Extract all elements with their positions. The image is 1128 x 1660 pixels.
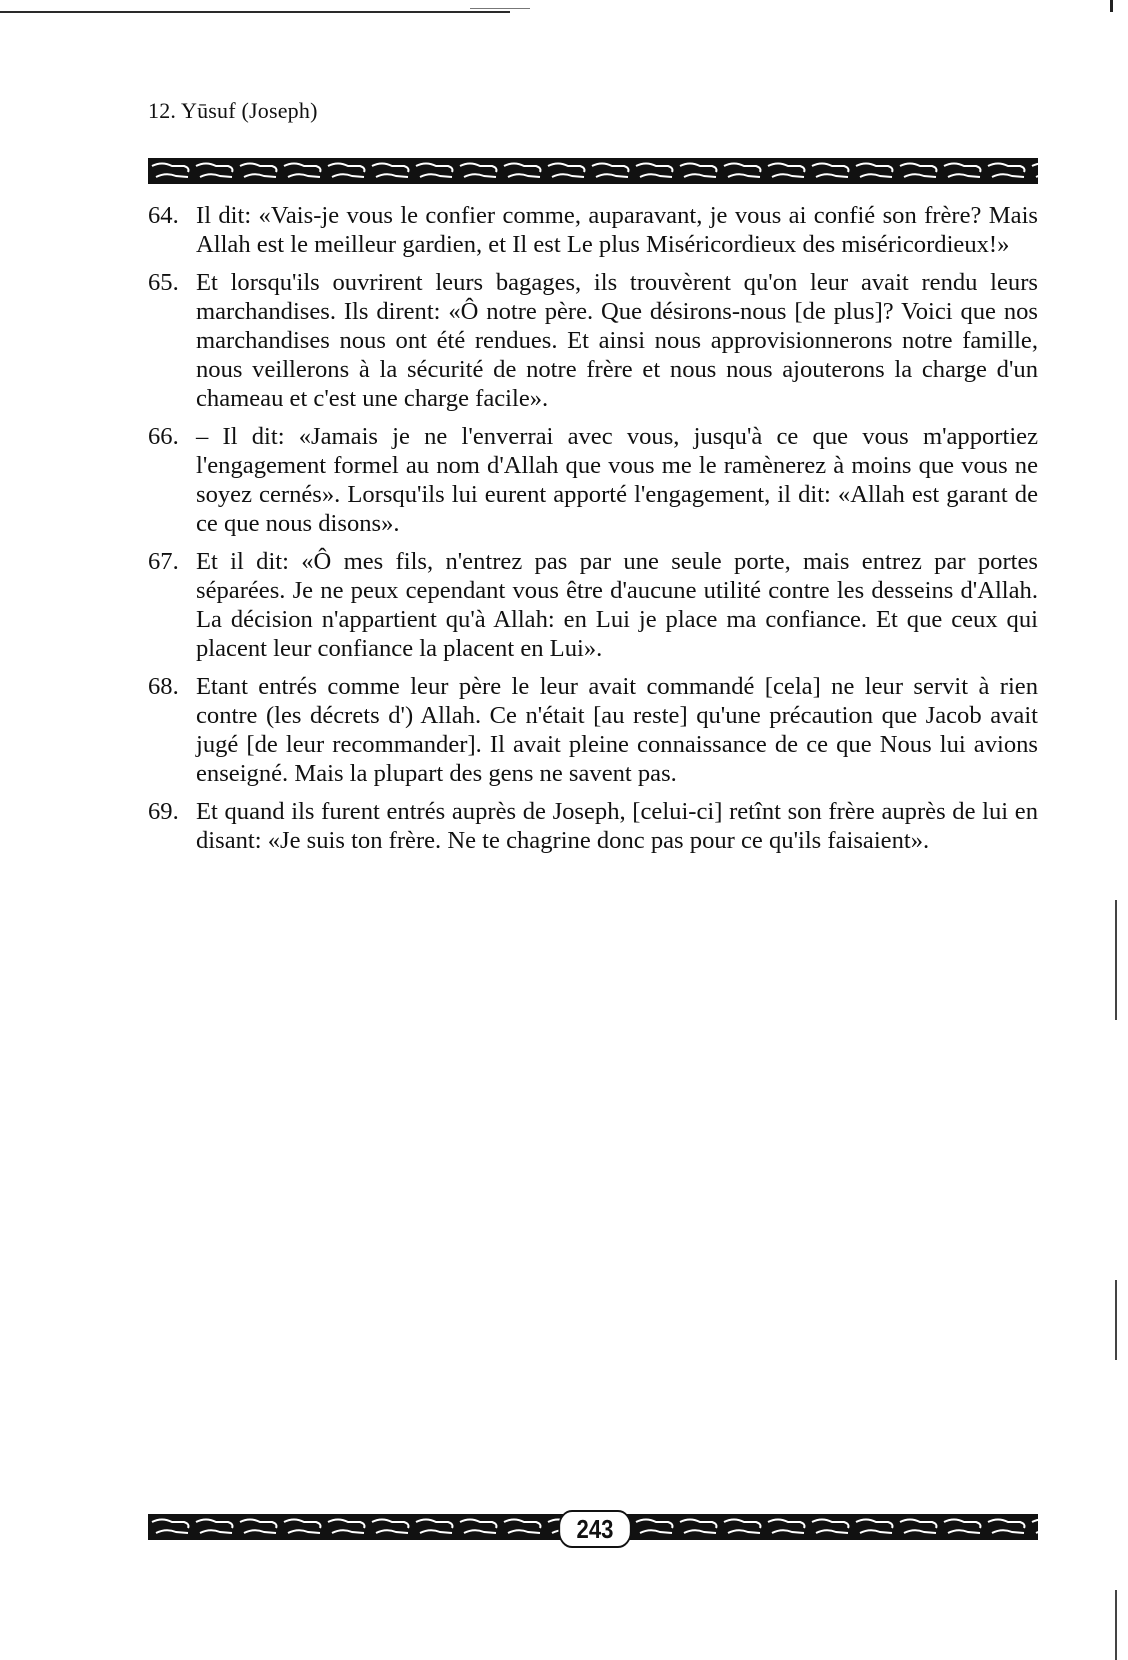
scan-corner-mark [1110, 0, 1113, 12]
verse [148, 797, 1038, 855]
chain-ornament [148, 158, 1038, 184]
scan-margin-line [1115, 1280, 1117, 1360]
verse-number: 64. [148, 202, 179, 229]
verse [148, 547, 1038, 663]
verse-number: 65. [148, 269, 179, 296]
ornamental-band-top [148, 158, 1038, 184]
scan-margin-line [1115, 900, 1117, 1020]
verse-number: 67. [148, 548, 179, 575]
verse-number: 66. [148, 423, 179, 450]
verse [148, 672, 1038, 788]
scan-margin-line [1115, 1590, 1117, 1660]
verse-text: Il dit: «Vais-je vous le confier comme, auparavant, je vous ai confié son frère? Mais Allah est le meilleur gardien, et Il est Le plus Miséricordieux des miséricordieux!» [196, 202, 1038, 258]
verse-text: Etant entrés comme leur père le leur avait commandé [cela] ne leur servit à rien contre (les décrets d') Allah. Ce n'était [au reste] qu'une précaution que Jacob avait jugé [de leur recommander]. Il avait pleine connaissance de ce que Nous lui avions enseigné. Mais la plupart des gens ne savent pas. [196, 673, 1038, 787]
verse-text: Et il dit: «Ô mes fils, n'entrez pas par une seule porte, mais entrez par portes séparées. Je ne peux cependant vous être d'aucune utilité contre les desseins d'Allah. La décision n'appartient qu'à Allah: en Lui je place ma confiance. Et que ceux qui placent leur confiance la placent en Lui». [196, 548, 1038, 662]
page-number: 243 [558, 1510, 631, 1548]
verse-number: 69. [148, 798, 179, 825]
verse [148, 201, 1038, 259]
verse-list [148, 201, 1038, 864]
verse-text: Et lorsqu'ils ouvrirent leurs bagages, ils trouvèrent qu'on leur avait rendu leurs marchandises. Ils dirent: «Ô notre père. Que désirons-nous [de plus]? Voici que nos marchandises nous ont été rendues. Et ainsi nous approvisionnerons notre famille, nous veillerons à la sécurité de notre frère et nous nous ajouterons la charge d'un chameau et c'est une charge facile». [196, 269, 1038, 412]
verse-number: 68. [148, 673, 179, 700]
scan-edge-line-faint [470, 8, 530, 9]
verse-text: – Il dit: «Jamais je ne l'enverrai avec vous, jusqu'à ce que vous m'apportiez l'engagement formel au nom d'Allah que vous me le ramènerez à moins que vous ne soyez cernés». Lorsqu'ils lui eurent apporté l'engagement, il dit: «Allah est garant de ce que nous disons». [196, 423, 1038, 537]
verse [148, 422, 1038, 538]
scan-edge-line [0, 11, 510, 13]
verse [148, 268, 1038, 413]
running-head: 12. Yūsuf (Joseph) [148, 98, 318, 123]
verse-text: Et quand ils furent entrés auprès de Joseph, [celui-ci] retînt son frère auprès de lui en disant: «Je suis ton frère. Ne te chagrine donc pas pour ce qu'ils faisaient». [196, 798, 1038, 854]
